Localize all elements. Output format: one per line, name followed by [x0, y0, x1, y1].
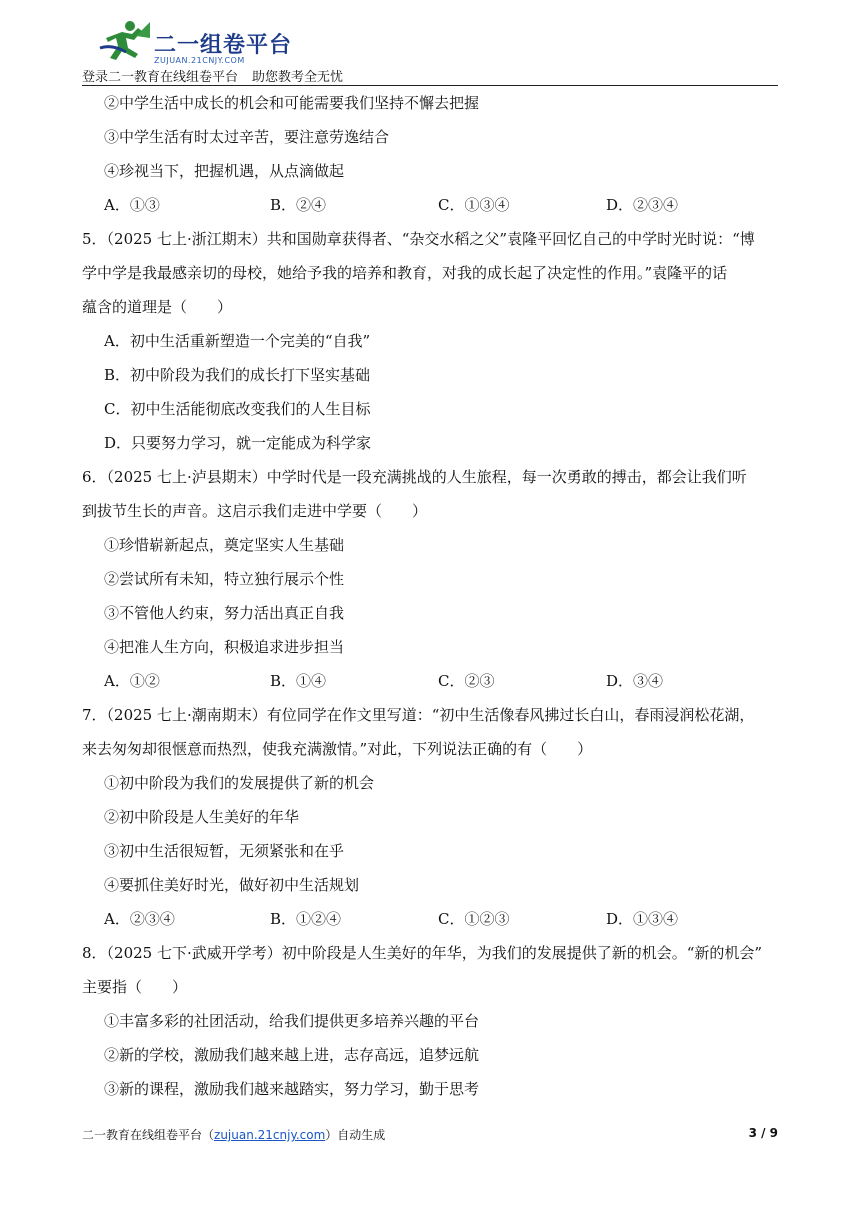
statement-line: ①珍惜崭新起点，奠定坚实人生基础 — [104, 536, 345, 554]
logo-text: 二一组卷平台 — [154, 33, 293, 58]
statement-line: ③中学生活有时太过辛苦，要注意劳逸结合 — [104, 128, 390, 146]
statement-line: ①初中阶段为我们的发展提供了新的机会 — [104, 774, 375, 792]
question-7-stem: 来去匆匆却很惬意而热烈，使我充满激情。”对此，下列说法正确的有（ ） — [82, 740, 593, 758]
option-b[interactable]: B．①④ — [270, 672, 327, 690]
tagline-right: 助您教考全无忧 — [252, 70, 344, 85]
option-c[interactable]: C．初中生活能彻底改变我们的人生目标 — [104, 400, 371, 418]
option-a[interactable]: A．②③④ — [104, 910, 175, 928]
statement-line: ④把准人生方向，积极追求进步担当 — [104, 638, 345, 656]
answer-options — [104, 192, 754, 218]
footer-prefix: 二一教育在线组卷平台（ — [82, 1128, 215, 1142]
statement-line: ③初中生活很短暂，无须紧张和在乎 — [104, 842, 345, 860]
statement-line: ②新的学校，激励我们越来越上进，志存高远，追梦远航 — [104, 1046, 480, 1064]
question-5-stem: 5．（2025 七上·浙江期末）共和国勋章获得者、“杂交水稻之父”袁隆平回忆自己的中学时光时说：“博 — [82, 230, 755, 248]
page-header — [82, 14, 778, 88]
tagline-left: 登录二一教育在线组卷平台 — [82, 70, 239, 85]
answer-options — [104, 668, 754, 694]
option-d[interactable]: D．①③④ — [606, 910, 679, 928]
runner-logo-icon — [92, 18, 152, 68]
option-a[interactable]: A．①③ — [104, 196, 160, 214]
option-a[interactable]: A．①② — [104, 672, 160, 690]
statement-line: ④要抓住美好时光，做好初中生活规划 — [104, 876, 360, 894]
question-8-stem: 8．（2025 七下·武威开学考）初中阶段是人生美好的年华，为我们的发展提供了新的机会。“新的机会” — [82, 944, 763, 962]
page-number: 3 / 9 — [748, 1126, 778, 1140]
question-6-stem: 到拔节生长的声音。这启示我们走进中学要（ ） — [82, 502, 428, 520]
header-tagline — [82, 66, 343, 85]
option-d[interactable]: D．②③④ — [606, 196, 679, 214]
statement-line: ④珍视当下，把握机遇，从点滴做起 — [104, 162, 345, 180]
option-b[interactable]: B．②④ — [270, 196, 327, 214]
statement-line: ③新的课程，激励我们越来越踏实，努力学习，勤于思考 — [104, 1080, 480, 1098]
statement-line: ②初中阶段是人生美好的年华 — [104, 808, 300, 826]
answer-options — [104, 906, 754, 932]
statement-line: ①丰富多彩的社团活动，给我们提供更多培养兴趣的平台 — [104, 1012, 480, 1030]
footer-site-link[interactable]: zujuan.21cnjy.com — [214, 1128, 326, 1142]
header-divider — [82, 85, 778, 86]
site-logo[interactable] — [92, 18, 292, 70]
option-b[interactable]: B．初中阶段为我们的成长打下坚实基础 — [104, 366, 371, 384]
question-5-stem: 学中学是我最感亲切的母校，她给予我的培养和教育，对我的成长起了决定性的作用。”袁隆平的话 — [82, 264, 728, 282]
statement-line: ②中学生活中成长的机会和可能需要我们坚持不懈去把握 — [104, 94, 480, 112]
option-b[interactable]: B．①②④ — [270, 910, 342, 928]
logo-subtext: ZUJUAN.21CNJY.COM — [154, 56, 245, 65]
page-footer — [82, 1126, 778, 1146]
option-d[interactable]: D．③④ — [606, 672, 664, 690]
statement-line: ②尝试所有未知，特立独行展示个性 — [104, 570, 345, 588]
question-8-stem: 主要指（ ） — [82, 978, 188, 996]
question-7-stem: 7．（2025 七上·潮南期末）有位同学在作文里写道：“初中生活像春风拂过长白山，春雨浸润松花湖， — [82, 706, 755, 724]
option-a[interactable]: A．初中生活重新塑造一个完美的“自我” — [104, 332, 371, 350]
option-d[interactable]: D．只要努力学习，就一定能成为科学家 — [104, 434, 372, 452]
question-5-stem: 蕴含的道理是（ ） — [82, 298, 233, 316]
option-c[interactable]: C．②③ — [438, 672, 495, 690]
statement-line: ③不管他人约束，努力活出真正自我 — [104, 604, 345, 622]
footer-suffix: ）自动生成 — [325, 1128, 386, 1142]
question-6-stem: 6．（2025 七上·泸县期末）中学时代是一段充满挑战的人生旅程，每一次勇敢的搏击，都会让我们听 — [82, 468, 747, 486]
option-c[interactable]: C．①③④ — [438, 196, 510, 214]
option-c[interactable]: C．①②③ — [438, 910, 510, 928]
